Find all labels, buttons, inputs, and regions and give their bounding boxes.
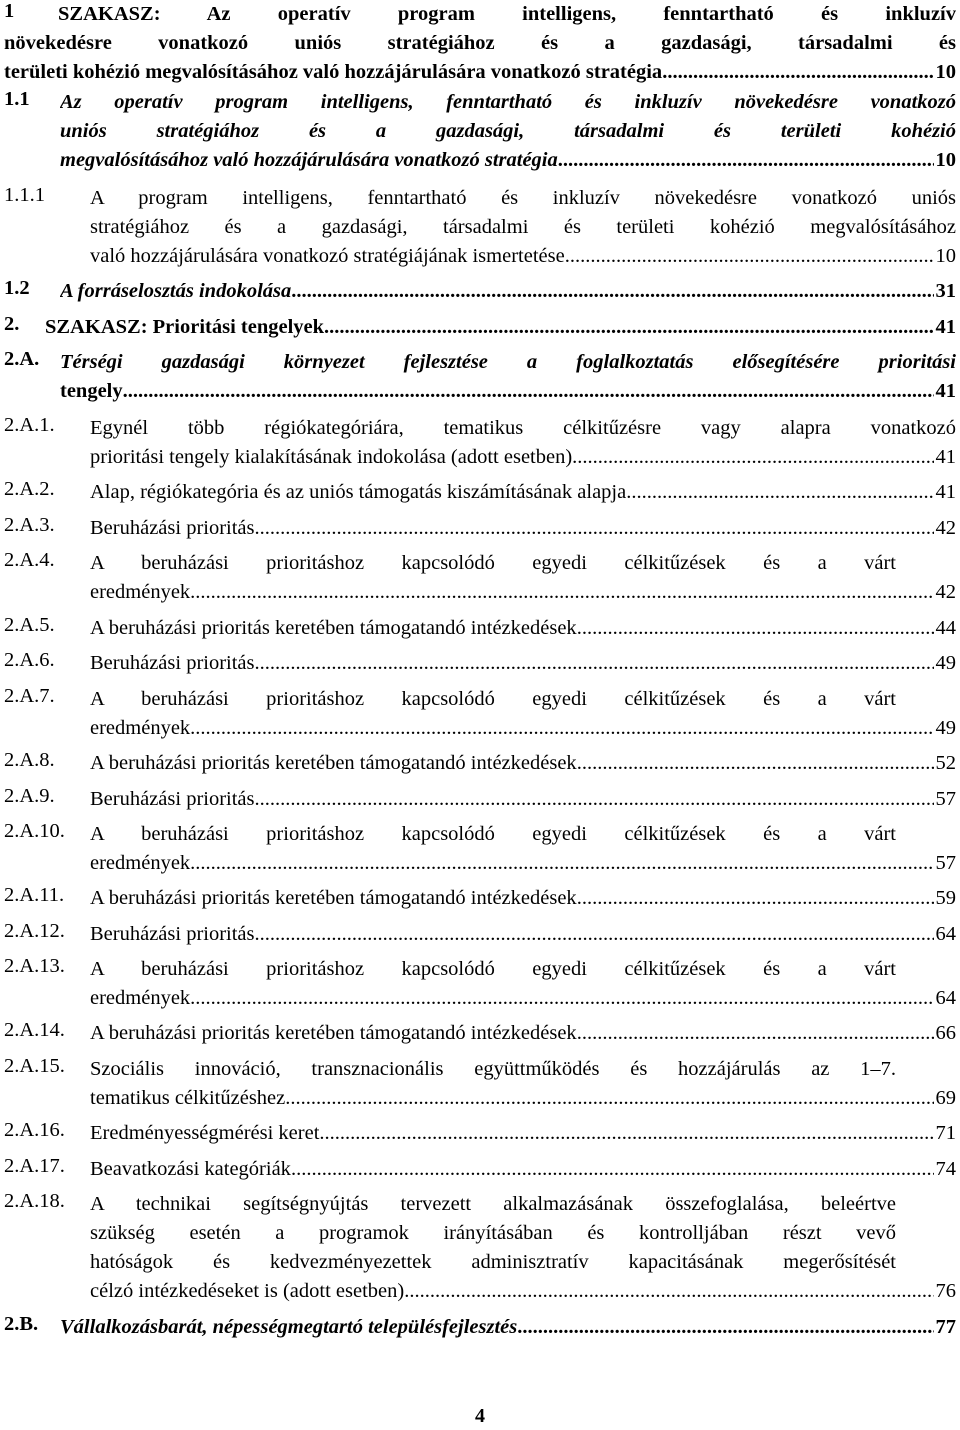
toc-entry-title-line: hatóságok és kedvezményezettek adminisztratív kapacitásának megerősítését xyxy=(90,1251,896,1273)
toc-entry-number: 2.A.17. xyxy=(4,1155,65,1177)
toc-entry-title-line: A beruházási prioritáshoz kapcsolódó egyedi célkitűzések és a várt xyxy=(90,958,896,980)
toc-entry-title-line: Beruházási prioritás xyxy=(90,788,255,810)
toc-entry-title-line: A beruházási prioritás keretében támogatandó intézkedések xyxy=(90,617,577,639)
toc-leader-dots xyxy=(626,478,933,507)
toc-entry-2-a-4[interactable] xyxy=(4,549,956,607)
toc-entry-number: 2.A.11. xyxy=(4,884,65,906)
toc-entry-section-1[interactable] xyxy=(4,0,956,87)
toc-entry-number: 2.A.16. xyxy=(4,1119,65,1141)
toc-entry-title-line: Alap, régiókategória és az uniós támogatás kiszámításának alapja xyxy=(90,481,627,503)
toc-entry-page: 10 xyxy=(935,245,956,267)
toc-entry-1-2[interactable] xyxy=(4,277,956,306)
toc-entry-title-line: A forráselosztás indokolása xyxy=(60,280,292,302)
toc-entry-2-a-18[interactable] xyxy=(4,1190,956,1306)
toc-entry-page: 41 xyxy=(935,380,956,402)
toc-entry-title-line: A beruházási prioritás keretében támogatandó intézkedések xyxy=(90,752,577,774)
toc-entry-number: 2.A.10. xyxy=(4,820,65,842)
toc-leader-dots xyxy=(190,849,933,878)
toc-entry-page: 42 xyxy=(935,581,956,603)
toc-entry-title-line: szükség esetén a programok irányításában és kontrolljában részt vevő xyxy=(90,1222,896,1244)
toc-entry-title-line: A program intelligens, fenntartható és inkluzív növekedésre vonatkozó uniós xyxy=(90,187,956,209)
toc-leader-dots xyxy=(570,242,934,271)
toc-leader-dots xyxy=(190,578,933,607)
toc-entry-1-1-1[interactable] xyxy=(4,184,956,271)
toc-entry-2-a-3[interactable] xyxy=(4,514,956,543)
toc-entry-title-line: A beruházási prioritáshoz kapcsolódó egyedi célkitűzések és a várt xyxy=(90,823,896,845)
toc-entry-page: 10 xyxy=(935,61,956,83)
toc-leader-dots xyxy=(577,884,934,913)
toc-entry-page: 42 xyxy=(935,517,956,539)
toc-entry-page: 71 xyxy=(935,1122,956,1144)
toc-entry-title-line: Beruházási prioritás xyxy=(90,517,255,539)
toc-entry-title-line: Szociális innováció, transznacionális együttműködés és hozzájárulás az 1–7. xyxy=(90,1058,896,1080)
toc-entry-2-a-6[interactable] xyxy=(4,649,956,678)
toc-entry-title-line: uniós stratégiához és a gazdasági, társadalmi és területi kohézió xyxy=(60,120,956,142)
toc-entry-number: 2.A.8. xyxy=(4,749,55,771)
toc-entry-title-line: SZAKASZ: Prioritási tengelyek xyxy=(45,316,325,338)
toc-leader-dots xyxy=(577,749,934,778)
toc-entry-title-line: A beruházási prioritáshoz kapcsolódó egyedi célkitűzések és a várt xyxy=(90,688,896,710)
toc-entry-title-line: növekedésre vonatkozó uniós stratégiához és a gazdasági, társadalmi és xyxy=(4,32,956,54)
toc-entry-title-line: területi kohézió megvalósításához való hozzájárulására vonatkozó stratégia xyxy=(4,61,663,83)
toc-entry-page: 41 xyxy=(935,481,956,503)
page-number: 4 xyxy=(475,1405,485,1427)
toc-entry-section-2[interactable] xyxy=(4,313,956,342)
toc-entry-number: 1.1 xyxy=(4,88,30,110)
toc-entry-title-line: A technikai segítségnyújtás tervezett alkalmazásának összefoglalása, beleértve xyxy=(90,1193,896,1215)
toc-entry-2-a-17[interactable] xyxy=(4,1155,956,1184)
toc-entry-2-a-15[interactable] xyxy=(4,1055,956,1113)
toc-entry-page: 57 xyxy=(935,788,956,810)
toc-leader-dots xyxy=(517,1313,933,1342)
toc-leader-dots xyxy=(572,443,933,472)
toc-entry-title-line: eredmények xyxy=(90,987,191,1009)
toc-entry-2-a-14[interactable] xyxy=(4,1019,956,1048)
toc-entry-2-a-16[interactable] xyxy=(4,1119,956,1148)
toc-entry-title-line: eredmények xyxy=(90,852,191,874)
toc-entry-2-a-5[interactable] xyxy=(4,614,956,643)
toc-entry-2-a-10[interactable] xyxy=(4,820,956,878)
toc-entry-number: 2.A.6. xyxy=(4,649,55,671)
toc-entry-title-line: A beruházási prioritáshoz kapcsolódó egyedi célkitűzések és a várt xyxy=(90,552,896,574)
toc-entry-page: 64 xyxy=(935,987,956,1009)
toc-entry-title-line: Térségi gazdasági környezet fejlesztése a foglalkoztatás elősegítésére prioritási xyxy=(60,351,956,373)
toc-entry-title-line: Beruházási prioritás xyxy=(90,652,255,674)
toc-leader-dots xyxy=(190,984,933,1013)
toc-leader-dots xyxy=(577,614,934,643)
toc-leader-dots xyxy=(190,714,933,743)
toc-leader-dots xyxy=(404,1277,933,1306)
toc-entry-number: 2.A.3. xyxy=(4,514,55,536)
toc-entry-page: 76 xyxy=(935,1280,956,1302)
toc-entry-page: 31 xyxy=(935,280,956,302)
toc-entry-number: 2.A.18. xyxy=(4,1190,65,1212)
toc-entry-title-line: prioritási tengely kialakításának indokolása (adott esetben) xyxy=(90,446,573,468)
toc-leader-dots xyxy=(255,920,934,949)
toc-entry-number: 1.2 xyxy=(4,277,30,299)
toc-entry-title-line: Eredményességmérési keret xyxy=(90,1122,320,1144)
toc-entry-title-line: A beruházási prioritás keretében támogatandó intézkedések xyxy=(90,1022,577,1044)
toc-entry-2-a[interactable] xyxy=(4,348,956,406)
toc-leader-dots xyxy=(123,377,934,406)
toc-leader-dots xyxy=(577,1019,934,1048)
toc-entry-number: 1 xyxy=(4,0,15,22)
toc-entry-number: 2.A.14. xyxy=(4,1019,65,1041)
toc-leader-dots xyxy=(255,649,934,678)
toc-entry-title-line: A beruházási prioritás keretében támogatandó intézkedések xyxy=(90,887,577,909)
toc-entry-page: 52 xyxy=(935,752,956,774)
toc-entry-number: 2.A.4. xyxy=(4,549,55,571)
toc-entry-number: 2.A.13. xyxy=(4,955,65,977)
toc-entry-1-1[interactable] xyxy=(4,88,956,175)
toc-entry-title-line: stratégiához és a gazdasági, társadalmi és területi kohézió megvalósításához xyxy=(90,216,956,238)
toc-entry-title-line: Beruházási prioritás xyxy=(90,923,255,945)
toc-entry-2-a-8[interactable] xyxy=(4,749,956,778)
toc-entry-title-line: Egynél több régiókategóriára, tematikus célkitűzésre vagy alapra vonatkozó xyxy=(90,417,956,439)
toc-entry-number: 2.B. xyxy=(4,1313,39,1335)
toc-entry-2-a-2[interactable] xyxy=(4,478,956,507)
toc-entry-number: 2.A.1. xyxy=(4,414,55,436)
toc-entry-number: 2.A.12. xyxy=(4,920,65,942)
toc-entry-title-line: tengely xyxy=(60,380,123,402)
toc-entry-title-line: célzó intézkedéseket is (adott esetben) xyxy=(90,1280,405,1302)
toc-entry-number: 1.1.1 xyxy=(4,184,45,206)
toc-entry-2-b[interactable] xyxy=(4,1313,956,1342)
toc-entry-title-line: Beavatkozási kategóriák xyxy=(90,1158,291,1180)
toc-entry-page: 49 xyxy=(935,652,956,674)
toc-entry-2-a-7[interactable] xyxy=(4,685,956,743)
toc-entry-2-a-12[interactable] xyxy=(4,920,956,949)
toc-entry-title-line: való hozzájárulására vonatkozó stratégiájának ismertetése. xyxy=(90,245,570,267)
toc-entry-title-line: megvalósításához való hozzájárulására vonatkozó stratégia xyxy=(60,149,558,171)
toc-entry-page: 64 xyxy=(935,923,956,945)
toc-entry-number: 2.A.5. xyxy=(4,614,55,636)
toc-entry-number: 2.A.15. xyxy=(4,1055,65,1077)
toc-entry-number: 2.A.7. xyxy=(4,685,55,707)
toc-leader-dots xyxy=(319,1119,933,1148)
toc-entry-page: 77 xyxy=(935,1316,956,1338)
toc-entry-page: 66 xyxy=(935,1022,956,1044)
toc-leader-dots xyxy=(291,277,933,306)
toc-entry-page: 41 xyxy=(935,446,956,468)
toc-entry-number: 2. xyxy=(4,313,20,335)
toc-entry-number: 2.A.9. xyxy=(4,785,55,807)
toc-entry-title-line: SZAKASZ: Az operatív program intelligens, fenntartható és inkluzív xyxy=(58,3,956,25)
toc-leader-dots xyxy=(558,146,934,175)
toc-entry-title-line: eredmények xyxy=(90,581,191,603)
toc-entry-title-line: Az operatív program intelligens, fenntartható és inkluzív növekedésre vonatkozó xyxy=(60,91,956,113)
toc-entry-title-line: Vállalkozásbarát, népességmegtartó településfejlesztés xyxy=(60,1316,518,1338)
toc-entry-page: 59 xyxy=(935,887,956,909)
toc-entry-page: 10 xyxy=(935,149,956,171)
toc-leader-dots xyxy=(291,1155,934,1184)
toc-leader-dots xyxy=(255,514,934,543)
toc-entry-2-a-9[interactable] xyxy=(4,785,956,814)
toc-entry-title-line: tematikus célkitűzéshez xyxy=(90,1087,286,1109)
toc-entry-2-a-13[interactable] xyxy=(4,955,956,1013)
toc-entry-2-a-11[interactable] xyxy=(4,884,956,913)
toc-entry-page: 57 xyxy=(935,852,956,874)
toc-entry-page: 44 xyxy=(935,617,956,639)
toc-entry-page: 41 xyxy=(935,316,956,338)
toc-entry-2-a-1[interactable] xyxy=(4,414,956,472)
toc-entry-number: 2.A. xyxy=(4,348,40,370)
toc-entry-page: 69 xyxy=(935,1087,956,1109)
toc-entry-title-line: eredmények xyxy=(90,717,191,739)
toc-entry-page: 74 xyxy=(935,1158,956,1180)
toc-leader-dots xyxy=(285,1084,933,1113)
toc-leader-dots xyxy=(324,313,933,342)
toc-leader-dots xyxy=(255,785,934,814)
toc-entry-page: 49 xyxy=(935,717,956,739)
toc-leader-dots xyxy=(662,58,933,87)
toc-entry-number: 2.A.2. xyxy=(4,478,55,500)
